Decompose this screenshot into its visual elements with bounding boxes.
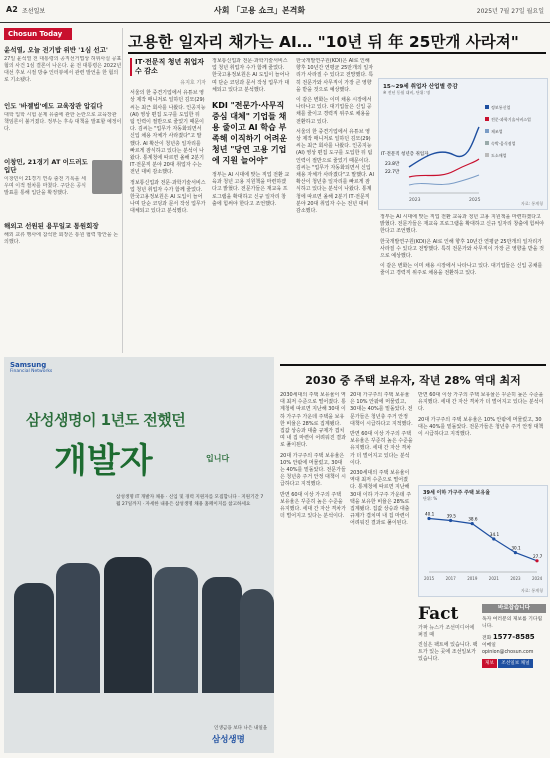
ad-headline-1: 삼성생명이 1년도 전했던 bbox=[26, 411, 186, 429]
housing-column-3 bbox=[418, 392, 546, 482]
corrections-text: 독자 여러분의 제보를 기다립니다. bbox=[482, 617, 543, 629]
housing-chart-svg bbox=[419, 504, 545, 588]
legend-swatch bbox=[485, 105, 489, 109]
data-point bbox=[471, 522, 474, 525]
chart-left-label: IT·전문직 청년층 취업자 bbox=[381, 152, 429, 157]
article-column-3 bbox=[296, 58, 374, 354]
article-paragraph: 한국개발연구원(KDI)은 AI로 인해 향후 10년간 연평균 25만개의 일자리가 사라질 수 있다고 전망했다. 특히 전문가와 사무직이 가장 큰 영향을 받을 것으로 예상했다. bbox=[380, 238, 544, 260]
brief-text: 해외 교류 행사에 참석한 회장은 통원 협력 방안을 논의했다. bbox=[4, 232, 119, 245]
issue-date: 2025년 7월 27일 월요일 bbox=[476, 8, 544, 15]
legend-entry: 도소매업 bbox=[491, 153, 507, 158]
article-paragraph: 이 같은 변화는 이미 채용 시장에서 나타나고 있다. 대기업들은 신입 공채를 줄이고 경력직 위주로 채용을 전환하고 있다. bbox=[296, 97, 372, 125]
byline: 유지호 기자 bbox=[180, 80, 206, 86]
brief-headline: 해외고 선원된 용무일교 통원회장 bbox=[4, 222, 99, 230]
channel-button[interactable]: 조선일보 채널 bbox=[498, 659, 532, 668]
article-paragraph: 반면 60대 이상 가구의 주택 보유율은 꾸준히 높은 수준을 유지했다. 세대 간 자산 격차가 더 벌어지고 있다는 분석이다. bbox=[418, 392, 544, 413]
x-tick-label: 2021 bbox=[488, 576, 499, 581]
portrait-photo bbox=[92, 160, 122, 194]
housing-column-2 bbox=[350, 392, 414, 752]
data-label: 39.5 bbox=[446, 513, 456, 519]
series-line-정보통신업 bbox=[409, 127, 479, 167]
page-header bbox=[0, 0, 550, 23]
legend-swatch bbox=[485, 129, 489, 133]
article-column-4 bbox=[380, 214, 546, 354]
housing-column-1 bbox=[280, 392, 346, 752]
publisher-name: 조선일보 bbox=[22, 8, 46, 15]
brief-text: 27일 윤석열 전 대통령의 공직선거법상 허위사실 공표 혐의 사건 1심 결론이 나온다. 윤 전 대통령은 2022년 대선 후보 시절 방송 인터뷰에서 관련 발언을 한 혐의로 기소됐다. bbox=[4, 56, 122, 83]
brief-headline: 이창민, 21경기 AT 이드러도 입단 bbox=[4, 158, 88, 174]
article-paragraph: 정부는 AI 시대에 맞는 직업 전환 교육과 청년 고용 지원책을 마련하겠다고 밝혔다. 전문가들은 재교육 프로그램을 확대하고 신규 일자리 창출에 힘써야 한다고 조언했다. bbox=[380, 214, 545, 235]
article-paragraph: 정부는 AI 시대에 맞는 직업 전환 교육과 청년 고용 지원책을 마련하겠다고 밝혔다. 전문가들은 재교육 프로그램을 확대하고 신규 일자리 창출에 힘써야 한다고 조언했다. bbox=[212, 172, 290, 207]
chosun-today-column bbox=[4, 28, 123, 353]
series-line bbox=[429, 518, 537, 560]
housing-headline: 2030 중 주택 보유자, 작년 28% 역대 최저 bbox=[305, 374, 521, 387]
article-paragraph: 한국개발연구원(KDI)은 AI로 인해 향후 10년간 연평균 25만개의 일자리가 사라질 수 있다고 전망했다. 특히 전문가와 사무직이 가장 큰 영향을 받을 것으로 예상했다. bbox=[296, 58, 374, 93]
ad-info-text: 삼성생명 IT 개발자 채용 · 신입 및 경력 지원자를 모집합니다 · 지원기간 7월 27일까지 · 자세한 내용은 삼성생명 채용 홈페이지를 참고하세요 bbox=[116, 495, 264, 507]
corrections-title: 바로잡습니다 bbox=[482, 604, 546, 613]
youth-employment-chart bbox=[378, 78, 548, 210]
legend-entry: 정보통신업 bbox=[491, 105, 511, 110]
brief-item[interactable] bbox=[4, 222, 122, 272]
page-number: A2 bbox=[6, 5, 18, 14]
samsung-life-logo: 삼성생명 bbox=[212, 735, 245, 745]
ad-headline-2: 개발자 bbox=[54, 441, 153, 481]
email-label: 이메일 bbox=[482, 643, 496, 648]
data-point bbox=[535, 559, 538, 562]
data-point bbox=[449, 519, 452, 522]
ad-brand-sub: Financial Networks bbox=[10, 369, 53, 374]
fact-text: 진실은 팩트에 있습니다. 팩트가 있는 곳에 조선일보가 있습니다. bbox=[418, 642, 478, 662]
chart-source: 자료: 통계청 bbox=[521, 588, 543, 593]
brief-headline: 윤석열, 오늘 전기밥 위반 '1심 선고' bbox=[4, 46, 108, 54]
article-column-1 bbox=[130, 58, 206, 354]
data-label: 30.1 bbox=[511, 545, 521, 551]
fact-subtitle: 가짜 뉴스가 조선미디어에 퍼질 때 bbox=[418, 625, 475, 638]
article-subhead: IT·전문직 청년 취업자수 감소 bbox=[130, 58, 206, 76]
ad-tagline: 인생금융 보다 나은 내일을 bbox=[214, 726, 268, 731]
article-column-2 bbox=[212, 58, 290, 354]
chart-unit: 단위: % bbox=[423, 496, 438, 501]
fact-logo: Fact bbox=[418, 604, 459, 624]
legend-entry: 제조업 bbox=[491, 129, 503, 134]
brief-text: 대학 입학 시험 문제 유출에 관한 논란으로 교육장관 책임론이 불거졌다. 정부는 후속 대책을 발표할 예정이다. bbox=[4, 112, 122, 132]
article-paragraph: 서울의 한 중견기업에서 유튜브 영상 제작 매니저로 일하던 김모(29)씨는 최근 회사를 나왔다. 인공지능(AI) 영상 편집 도구를 도입한 뒤 팀 인력이 절반으로 줄었기 때문이다. 김씨는 "업무가 자동화되면서 신입 채용 자체가 사라졌다"고 말했다. AI 확산이 청년층 일자리를 빠르게 잠식하고 있다는 분석이 나왔다. 통계청에 따르면 올해 2분기 IT·전문직 분야 20대 취업자 수는 전년 대비 감소했다. bbox=[130, 90, 206, 176]
article-paragraph: 2030세대의 주택 보유율이 역대 최저 수준으로 떨어졌다. 통계청에 따르면 지난해 30대 이하 가구주 가운데 주택을 보유한 비율은 28%로 집계됐다. 집값 상승과 대출 규제가 겹치며 내 집 마련이 어려워진 결과로 풀이된다. bbox=[280, 392, 346, 449]
chart-source: 자료: 통계청 bbox=[521, 201, 543, 206]
article-paragraph: 20대 가구주의 주택 보유율은 10% 안팎에 머물렀고, 30대는 40%를 밑돌았다. 전문가들은 청년층 주거 안정 대책이 시급하다고 지적했다. bbox=[280, 452, 346, 488]
data-label: 40.1 bbox=[425, 511, 435, 517]
article-paragraph: 2030세대의 주택 보유율이 역대 최저 수준으로 떨어졌다. 통계청에 따르면 지난해 30대 이하 가구주 가운데 주택을 보유한 비율은 28%로 집계됐다. 집값 상승과 대출 규제가 겹치며 내 집 마련이 어려워진 결과로 풀이된다. bbox=[350, 470, 412, 527]
value-label: 22.7만 bbox=[385, 170, 400, 175]
ad-headline-3: 입니다 bbox=[206, 454, 230, 463]
housing-rule bbox=[280, 364, 546, 366]
article-paragraph: 20대 가구주의 주택 보유율은 10% 안팎에 머물렀고, 30대는 40%를 밑돌았다. 전문가들은 청년층 주거 안정 대책이 시급하다고 지적했다. bbox=[418, 416, 544, 438]
x-tick-label: 2023 bbox=[409, 198, 421, 203]
article-paragraph: 서울의 한 중견기업에서 유튜브 영상 제작 매니저로 일하던 김모(29)씨는 최근 회사를 나왔다. 인공지능(AI) 영상 편집 도구를 도입한 뒤 팀 인력이 절반으로 줄었기 때문이다. 김씨는 "업무가 자동화되면서 신입 채용 자체가 사라졌다"고 말했다. AI 확산이 청년층 일자리를 빠르게 잠식하고 있다는 분석이 나왔다. 통계청에 따르면 올해 2분기 IT·전문직 분야 20대 취업자 수는 전년 대비 감소했다. bbox=[296, 128, 374, 215]
phone-number[interactable]: 1577-8585 bbox=[492, 633, 535, 641]
article-paragraph: 반면 60대 이상 가구의 주택 보유율은 꾸준히 높은 수준을 유지했다. 세대 간 자산 격차가 더 벌어지고 있다는 분석이다. bbox=[280, 491, 346, 520]
x-tick-label: 2025 bbox=[469, 198, 481, 203]
brief-text: 이창민이 21경기 연속 출전 기록을 세우며 이적 절차를 마쳤다. 구단은 공식 발표를 통해 입단을 확정했다. bbox=[4, 176, 86, 196]
section-title: 사회 「고용 쇼크」본격화 bbox=[214, 6, 306, 15]
housing-chart bbox=[418, 485, 548, 597]
data-point bbox=[514, 551, 517, 554]
data-label: 38.6 bbox=[468, 516, 478, 522]
article-paragraph: 20대 가구주의 주택 보유율은 10% 안팎에 머물렀고, 30대는 40%를 밑돌았다. 전문가들은 청년층 주거 안정 대책이 시급하다고 지적했다. bbox=[350, 392, 413, 427]
data-point bbox=[492, 537, 495, 540]
phone-label: 전화 bbox=[482, 636, 492, 641]
fact-box bbox=[418, 604, 478, 744]
article-paragraph: 반면 60대 이상 가구의 주택 보유율은 꾸준히 높은 수준을 유지했다. 세대 간 자산 격차가 더 벌어지고 있다는 분석이다. bbox=[350, 431, 413, 466]
chart-title: 39세 이하 가구주 주택 보유율 bbox=[423, 490, 491, 496]
employment-chart-svg bbox=[379, 97, 545, 207]
headline-rule bbox=[128, 52, 546, 54]
brief-item[interactable] bbox=[4, 158, 122, 216]
ad-people-image bbox=[4, 553, 274, 693]
main-headline: 고용한 일자리 채가는 AI… "10년 뒤 年 25만개 사라져" bbox=[128, 33, 519, 51]
x-tick-label: 2019 bbox=[467, 576, 478, 581]
legend-entry: 숙박·음식점업 bbox=[491, 141, 516, 146]
ad-brand: Samsung bbox=[10, 361, 47, 369]
legend-swatch bbox=[485, 153, 489, 157]
x-tick-label: 2017 bbox=[445, 576, 456, 581]
data-label: 34.1 bbox=[489, 531, 500, 537]
chart-title: 15~29세 취업자 산업별 증감 bbox=[383, 84, 458, 90]
value-label: 23.8만 bbox=[385, 162, 400, 167]
legend-entry: 전문·과학기술서비스업 bbox=[491, 117, 531, 122]
x-tick-label: 2024 bbox=[532, 576, 543, 581]
article-paragraph: 정보통신업과 전문·과학기술서비스업 청년 취업자 수가 함께 줄었다. 한국고용정보원은 AI 도입이 늘어나며 단순 코딩과 문서 작성 업무가 대체되고 있다고 분석했다. bbox=[130, 179, 206, 215]
corrections-box bbox=[482, 604, 546, 744]
brief-headline: 인도 '바젤법'에도 교육장관 압길다 bbox=[4, 102, 103, 110]
legend-swatch bbox=[485, 141, 489, 145]
samsung-life-ad[interactable] bbox=[4, 357, 274, 753]
report-button[interactable]: 제보 bbox=[482, 659, 497, 668]
data-label: 27.7 bbox=[533, 553, 543, 559]
x-tick-label: 2015 bbox=[424, 576, 435, 581]
data-point bbox=[427, 517, 430, 520]
article-paragraph: 이 같은 변화는 이미 채용 시장에서 나타나고 있다. 대기업들은 신입 공채를 줄이고 경력직 위주로 채용을 전환하고 있다. bbox=[380, 263, 543, 277]
email-address[interactable]: opinion@chosun.com bbox=[482, 650, 534, 655]
article-paragraph: 정보통신업과 전문·과학기술서비스업 청년 취업자 수가 함께 줄었다. 한국고용정보원은 AI 도입이 늘어나며 단순 코딩과 문서 작성 업무가 대체되고 있다고 분석했다. bbox=[212, 58, 290, 93]
x-tick-label: 2023 bbox=[510, 576, 521, 581]
legend-swatch bbox=[485, 117, 489, 121]
article-subheadline: KDI "전문가·사무직 중심 대체" 기업들 채용 줄이고 AI 학습 부족해 이직하기 어려운 청년 "당연 고용 기업에 지원 늘어야" bbox=[212, 101, 288, 166]
brief-item[interactable] bbox=[4, 46, 122, 96]
chosun-today-label: Chosun Today bbox=[4, 28, 72, 40]
brief-item[interactable] bbox=[4, 102, 122, 152]
chart-subtitle: ※ 전년 동월 대비, 단위: 명 bbox=[383, 90, 431, 95]
series-line-전문과학 bbox=[409, 159, 479, 177]
series-line-제조업 bbox=[409, 175, 479, 185]
